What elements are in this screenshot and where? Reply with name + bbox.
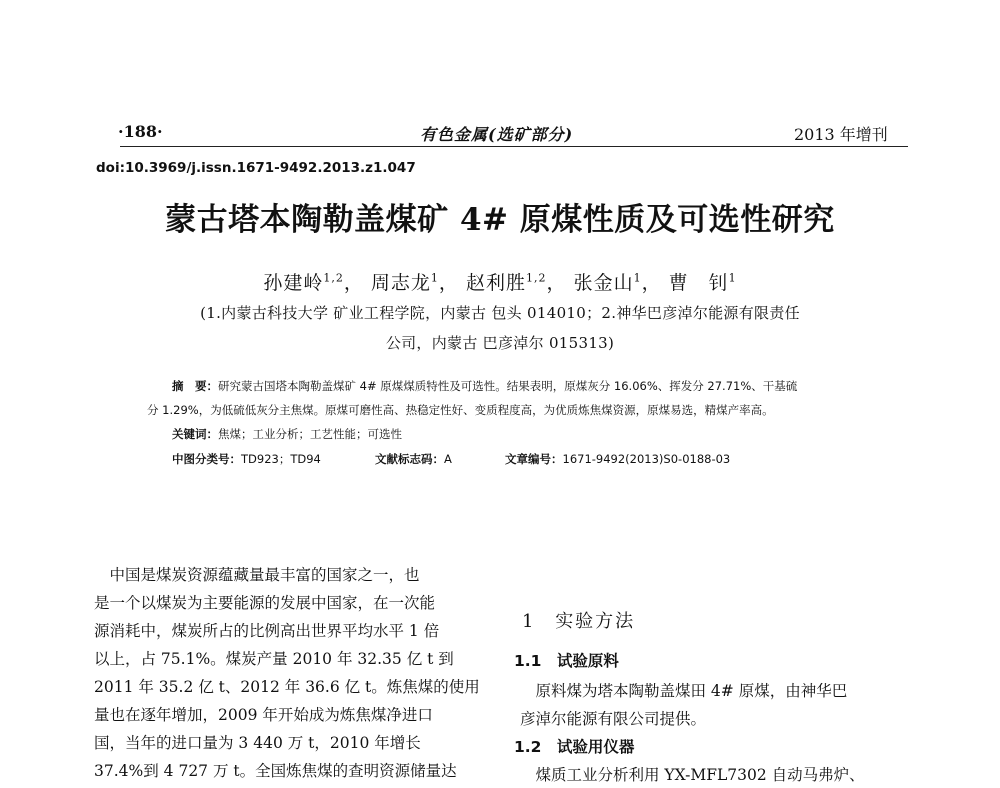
body-line: 量也在逐年增加，2009 年开始成为炼焦煤净进口 <box>94 706 433 724</box>
subsection-number: 1.1 <box>514 652 542 670</box>
author-name: 张金山 <box>573 272 634 294</box>
author-separator: ， <box>641 272 662 294</box>
abstract-label: 摘 要： <box>172 379 218 393</box>
author-separator: ， <box>546 272 567 294</box>
paper-title: 蒙古塔本陶勒盖煤矿 4# 原煤性质及可选性研究 <box>165 202 835 238</box>
abstract-line: 分 1.29%，为低硫低灰分主焦煤。原煤可磨性高、热稳定性好、变质程度高，为优质炼焦煤资源，原煤易选，精煤产率高。 <box>147 403 774 417</box>
author-separator: ， <box>343 272 364 294</box>
subsection-number: 1.2 <box>514 738 542 756</box>
subsection-title: 试验原料 <box>556 652 619 670</box>
keywords <box>172 426 402 442</box>
clc-value: TD923；TD94 <box>241 452 321 466</box>
subsection-heading <box>514 735 634 757</box>
author-name: 周志龙 <box>370 272 431 294</box>
subsection-heading <box>514 649 619 671</box>
author-affiliation-marker: 1 <box>633 271 642 285</box>
article-number <box>505 451 730 467</box>
abstract-text: 研究蒙古国塔本陶勒盖煤矿 4# 原煤煤质特性及可选性。结果表明，原煤灰分 16.06%、挥发分 27.71%、干基硫 <box>218 379 798 393</box>
affiliation-line: 公司，内蒙古 巴彦淖尔 015313) <box>385 334 615 352</box>
affiliation-line: (1.内蒙古科技大学 矿业工程学院，内蒙古 包头 014010；2.神华巴彦淖尔能源有限责任 <box>200 304 800 322</box>
body-line: 煤质工业分析利用 YX-MFL7302 自动马弗炉、 <box>520 766 865 784</box>
body-line: 2011 年 35.2 亿 t、2012 年 36.6 亿 t。炼焦煤的使用 <box>94 678 480 696</box>
author-name: 赵利胜 <box>465 272 526 294</box>
clc-number <box>172 451 321 467</box>
author-affiliation-marker: 1,2 <box>526 271 547 285</box>
author-name: 曹 钊 <box>668 272 729 294</box>
doi: doi:10.3969/j.issn.1671-9492.2013.z1.047 <box>96 160 416 176</box>
keywords-label: 关键词： <box>172 427 218 441</box>
page-number: ·188· <box>118 122 163 141</box>
body-line: 国，当年的进口量为 3 440 万 t，2010 年增长 <box>94 734 421 752</box>
header-rule <box>120 146 908 147</box>
section-heading <box>522 607 635 633</box>
section-number: 1 <box>522 611 534 632</box>
clc-label: 中图分类号： <box>172 452 241 466</box>
article-number-label: 文章编号： <box>505 452 563 466</box>
section-title: 实验方法 <box>555 611 636 632</box>
author-list <box>0 268 1000 295</box>
author-affiliation-marker: 1,2 <box>323 271 344 285</box>
document-code-label: 文献标志码： <box>375 452 444 466</box>
body-line: 源消耗中，煤炭所占的比例高出世界平均水平 1 倍 <box>94 622 440 640</box>
article-number-value: 1671-9492(2013)S0-0188-03 <box>562 452 731 466</box>
body-line: 原料煤为塔本陶勒盖煤田 4# 原煤，由神华巴 <box>520 682 848 700</box>
body-line: 以上，占 75.1%。煤炭产量 2010 年 32.35 亿 t 到 <box>94 650 454 668</box>
author-affiliation-marker: 1 <box>728 271 737 285</box>
issue-label: 2013 年增刊 <box>794 125 888 144</box>
document-code-value: A <box>444 452 452 466</box>
subsection-title: 试验用仪器 <box>556 738 635 756</box>
body-line: 37.4%到 4 727 万 t。全国炼焦煤的查明资源储量达 <box>94 762 457 780</box>
author-separator: ， <box>438 272 459 294</box>
author-name: 孙建岭 <box>263 272 324 294</box>
body-line: 彦淖尔能源有限公司提供。 <box>520 710 707 728</box>
journal-name: 有色金属(选矿部分) <box>420 125 574 144</box>
keywords-text: 焦煤；工业分析；工艺性能；可选性 <box>218 427 402 441</box>
body-line: 中国是煤炭资源蕴藏量最丰富的国家之一，也 <box>94 566 420 584</box>
abstract-line <box>172 378 797 394</box>
author-affiliation-marker: 1 <box>430 271 439 285</box>
document-code <box>375 451 452 467</box>
body-line: 是一个以煤炭为主要能源的发展中国家，在一次能 <box>94 594 436 612</box>
